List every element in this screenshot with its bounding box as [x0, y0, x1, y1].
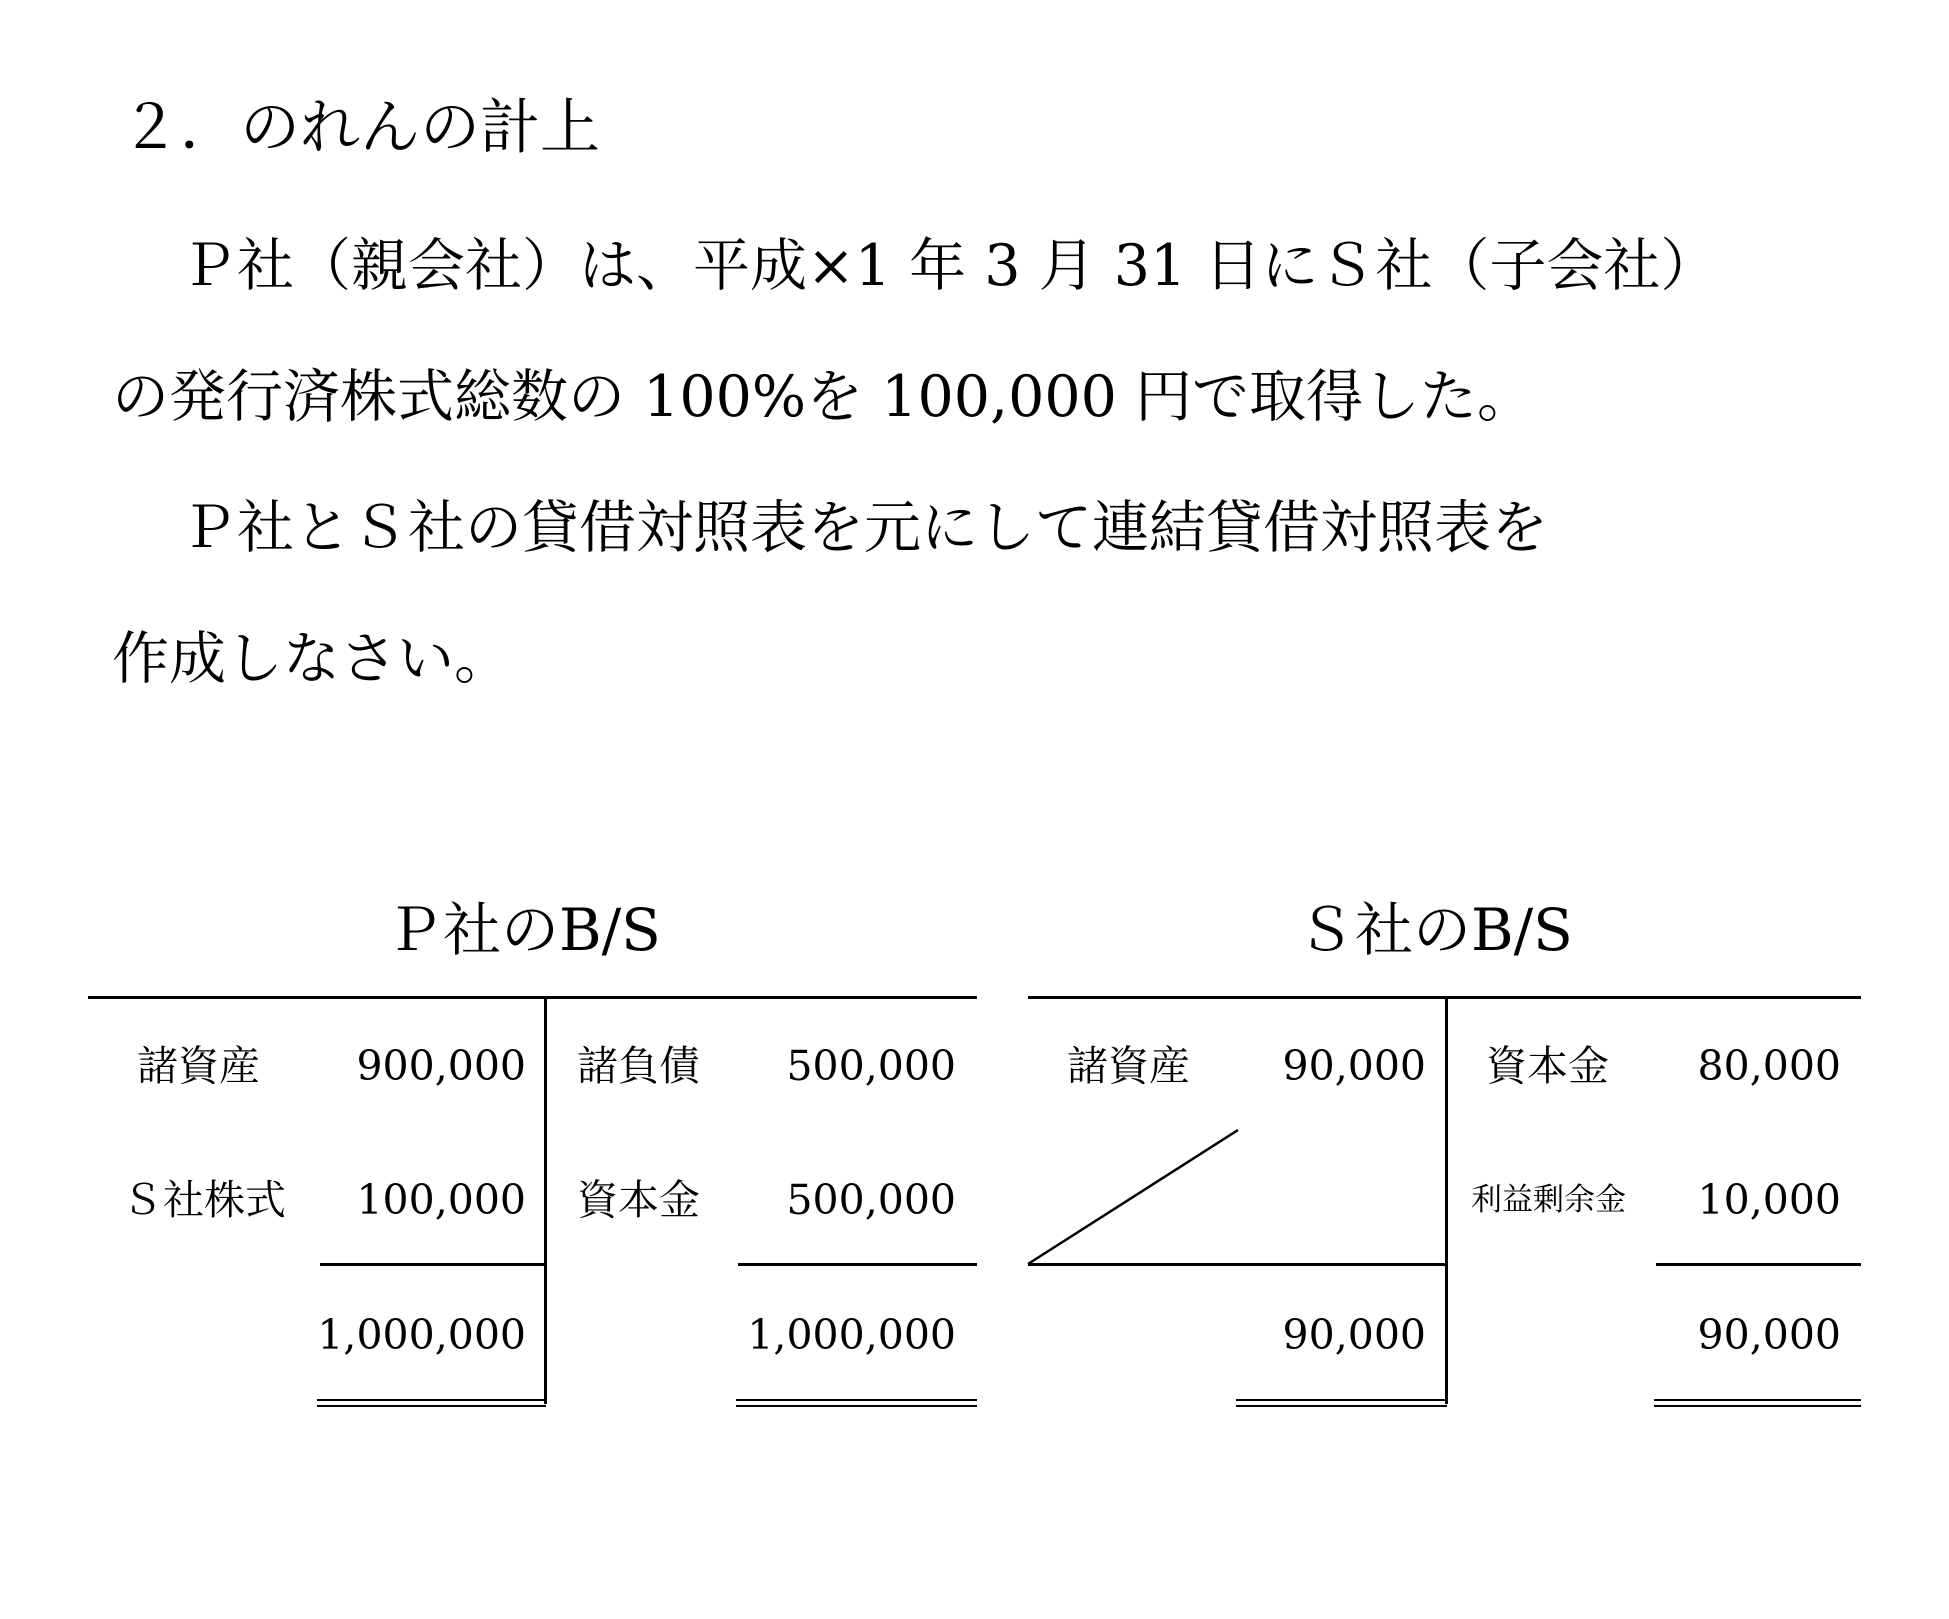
s-bs-debit-value-1: 90,000	[1282, 1042, 1426, 1090]
s-bs-credit-label-2: 利益剰余金	[1471, 1182, 1626, 1218]
s-bs-credit-value-1: 80,000	[1697, 1042, 1841, 1090]
s-bs-debit-double-rule-1	[1236, 1399, 1447, 1401]
s-bs-credit-double-rule-1	[1654, 1399, 1861, 1401]
problem-line-1: Ｐ社（親会社）は、平成×1 年 3 月 31 日にＳ社（子会社）	[180, 233, 1718, 299]
p-bs-debit-total: 1,000,000	[317, 1311, 526, 1359]
p-bs-credit-value-2: 500,000	[786, 1176, 956, 1224]
problem-line-2: の発行済株式総数の 100%を 100,000 円で取得した。	[112, 364, 1535, 430]
p-bs-credit-total: 1,000,000	[747, 1311, 956, 1359]
s-bs-credit-subtotal-rule	[1656, 1263, 1861, 1266]
section-heading: ２．のれんの計上	[120, 93, 600, 163]
s-bs-debit-total: 90,000	[1282, 1311, 1426, 1359]
s-bs-credit-label-1: 資本金	[1486, 1042, 1609, 1090]
s-bs-credit-value-2: 10,000	[1697, 1176, 1841, 1224]
s-bs-title: Ｓ社のB/S	[1297, 896, 1573, 964]
p-bs-credit-label-2: 資本金	[577, 1176, 700, 1224]
p-bs-credit-label-1: 諸負債	[577, 1042, 700, 1090]
s-bs-debit-double-rule-2	[1236, 1405, 1447, 1407]
p-bs-debit-value-2: 100,000	[356, 1176, 526, 1224]
problem-line-3: Ｐ社とＳ社の貸借対照表を元にして連結貸借対照表を	[180, 495, 1548, 561]
p-bs-title: Ｐ社のB/S	[385, 896, 661, 964]
p-bs-credit-value-1: 500,000	[786, 1042, 956, 1090]
p-bs-debit-label-2: Ｓ社株式	[122, 1176, 286, 1224]
problem-line-4: 作成しなさい。	[112, 626, 511, 692]
s-bs-debit-label-1: 諸資産	[1067, 1042, 1190, 1090]
s-bs-credit-double-rule-2	[1654, 1405, 1861, 1407]
p-bs-debit-value-1: 900,000	[356, 1042, 526, 1090]
s-bs-debit-subtotal-rule	[1028, 1263, 1447, 1266]
s-bs-credit-total: 90,000	[1697, 1311, 1841, 1359]
p-bs-debit-label-1: 諸資産	[137, 1042, 260, 1090]
